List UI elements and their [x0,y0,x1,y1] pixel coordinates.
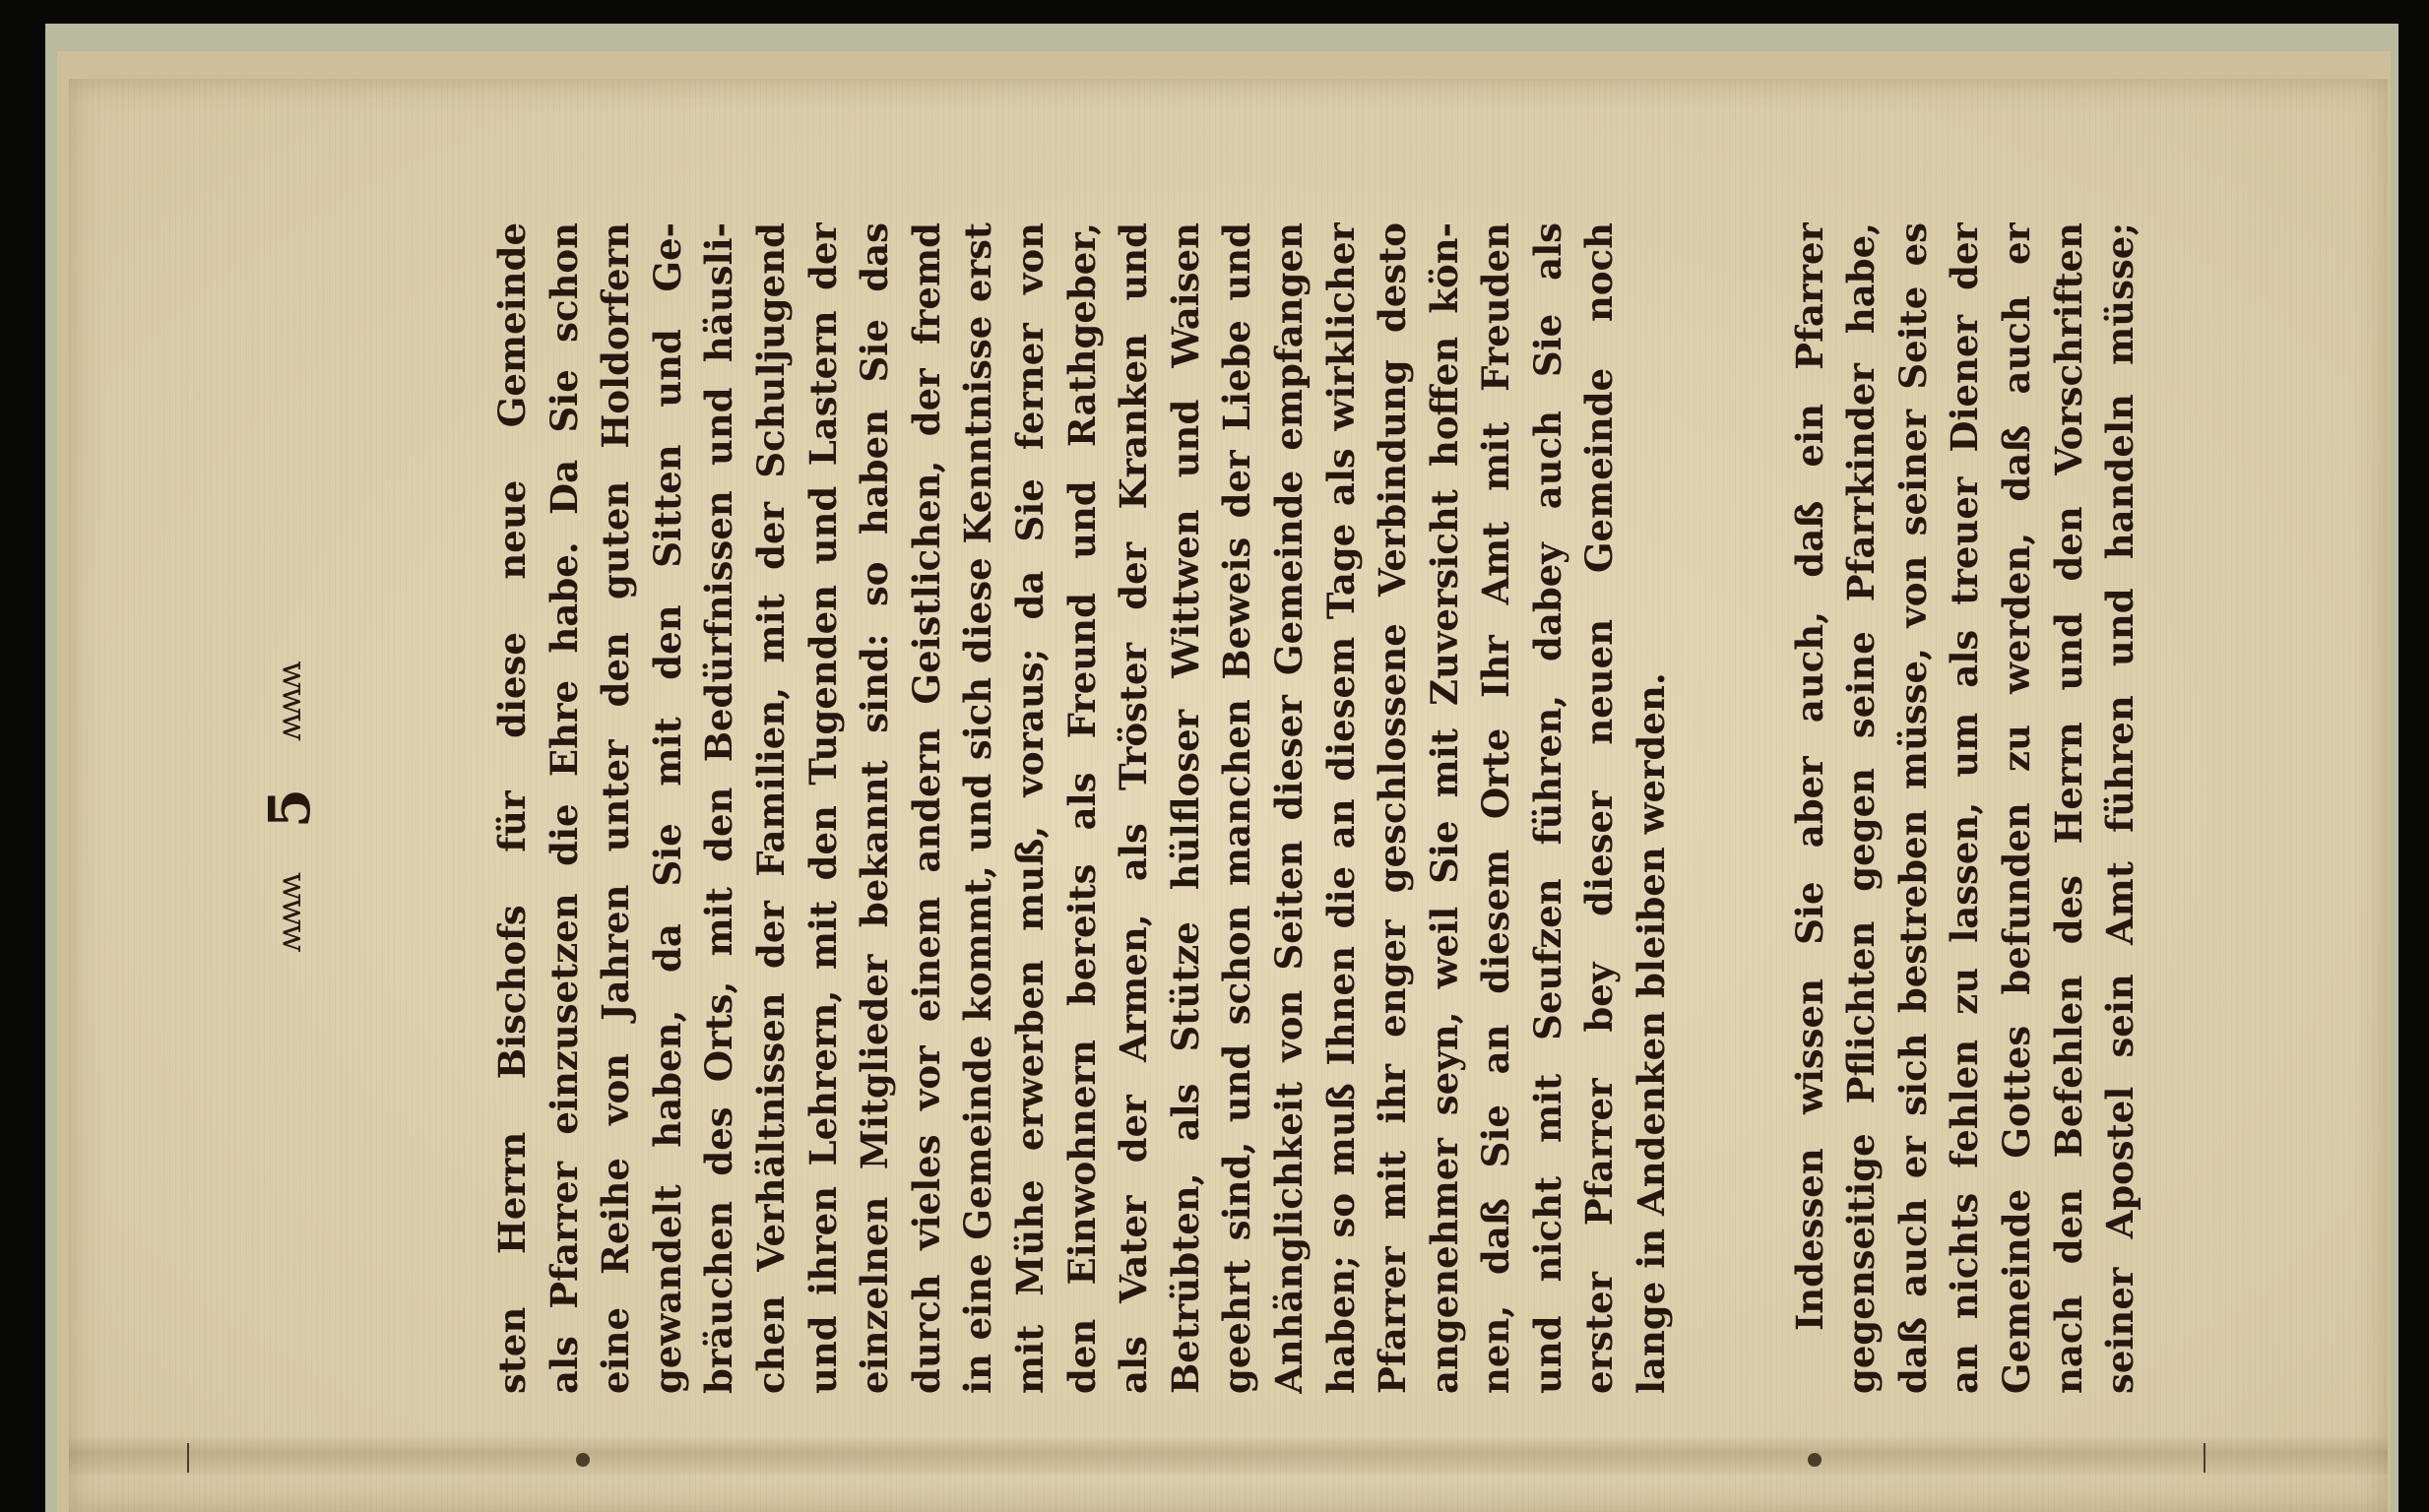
running-header [240,222,339,1394]
binding-stitch-left [576,1453,590,1467]
text-line: angenehmer seyn, weil Sie mit Zuversicht hoffen kön- [1422,222,1466,1394]
binding-thread-left [187,1443,189,1473]
text-line: und nicht mit Seufzen führen, dabey auch Sie als [1525,222,1569,1394]
text-line: mit Mühe erwerben muß, voraus; da Sie ferner von [1007,222,1052,1394]
header-ornament-right: ʍʍʍ [270,663,309,741]
text-line: seiner Apostel sein Amt führen und handeln müsse; [2098,222,2142,1394]
text-line: sten Herrn Bischofs für diese neue Gemeinde [490,222,534,1394]
text-line: geehrt sind, und schon manchen Beweis der Liebe und [1215,222,1259,1394]
text-line: Pfarrer mit ihr enger geschlossene Verbindung desto [1371,222,1415,1394]
text-line: als Vater der Armen, als Tröster der Kranken und [1112,222,1156,1394]
text-line: in eine Gemeinde kommt, und sich diese Kenntnisse erst [956,222,1000,1394]
text-line: einzelnen Mitglieder bekannt sind: so haben Sie das [853,222,897,1394]
text-line: Betrübten, als Stütze hülfloser Wittwen und Waisen [1163,222,1207,1394]
page-text-block [240,222,2142,1394]
text-line: haben; so muß Ihnen die an diesem Tage als wirklicher [1318,222,1363,1394]
text-line: Gemeinde Gottes befunden zu werden, daß auch er [1995,222,2039,1394]
text-line: an nichts fehlen zu lassen, um als treuer Diener der [1943,222,1987,1394]
text-line: bräuchen des Orts, mit den Bedürfnissen und häusli- [697,222,741,1394]
paragraph-1 [486,222,1678,1394]
binding-thread-right [2204,1443,2205,1473]
text-line: als Pfarrer einzusetzen die Ehre habe. Da Sie schon [542,222,586,1394]
text-line: und ihren Lehrern, mit den Tugenden und Lastern der [800,222,845,1394]
binding-stitch-right [1808,1453,1822,1467]
text-line: nach den Befehlen des Herrn und den Vorschriften [2046,222,2090,1394]
paragraph-2 [1784,222,2146,1394]
header-ornament-left: ʍʍʍ [270,875,309,953]
text-line: Indessen wissen Sie aber auch, daß ein Pfarrer [1787,222,1831,1331]
text-line: daß auch er sich bestreben müsse, von seiner Seite es [1890,222,1935,1394]
text-line: lange in Andenken bleiben werden. [1630,672,1674,1394]
text-line: erster Pfarrer bey dieser neuen Gemeinde noch [1577,222,1622,1394]
text-line: durch vieles vor einem andern Geistlichen, der fremd [904,222,948,1394]
text-line: Anhänglichkeit von Seiten dieser Gemeinde empfangen [1266,222,1310,1394]
text-line: eine Reihe von Jahren unter den guten Holdorfern [594,222,638,1394]
paragraph-break [1678,222,1784,1394]
text-line: gewandelt haben, da Sie mit den Sitten und Ge- [645,222,689,1394]
page-number: 5 [256,788,323,829]
text-line: nen, daß Sie an diesem Orte Ihr Amt mit Freuden [1474,222,1518,1394]
text-line: den Einwohnern bereits als Freund und Rathgeber, [1059,222,1104,1394]
text-line: chen Verhältnissen der Familien, mit der Schuljugend [748,222,793,1394]
gutter-fold [69,1435,2388,1475]
text-line: gegenseitige Pflichten gegen seine Pfarrkinder habe, [1839,222,1884,1394]
